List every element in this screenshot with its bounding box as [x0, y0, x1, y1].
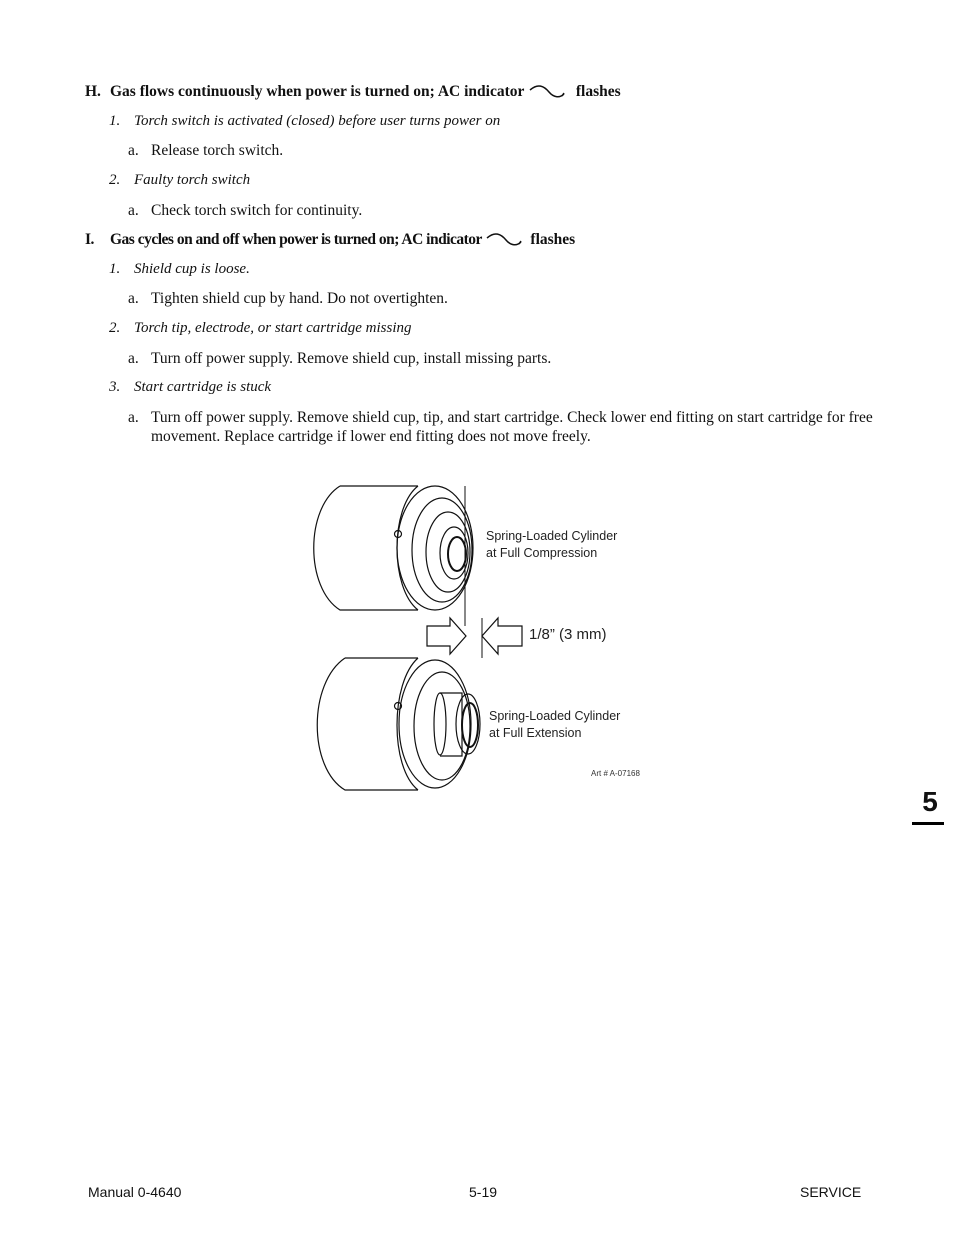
- cartridge-diagram: [300, 478, 660, 798]
- footer-section: SERVICE: [800, 1184, 862, 1200]
- dimension-label: 1/8” (3 mm): [529, 626, 607, 643]
- section-h-suffix: flashes: [575, 83, 621, 100]
- section-h-title: Gas flows continuously when power is turned on; AC indicator: [110, 83, 525, 100]
- section-tab-rule: [912, 822, 944, 825]
- section-h-letter: H.: [85, 83, 101, 100]
- section-i-cause-1: 1. Shield cup is loose.: [109, 261, 250, 277]
- label-extension-1: Spring-Loaded Cylinder: [489, 709, 621, 723]
- ac-wave-icon: [528, 84, 566, 100]
- section-i-cause-3: 3. Start cartridge is stuck: [109, 379, 272, 395]
- section-h-action-1a: a. Release torch switch.: [128, 142, 284, 159]
- footer-page-number: 5-19: [469, 1184, 498, 1200]
- section-i-heading: [85, 230, 705, 250]
- label-compression-1: Spring-Loaded Cylinder: [486, 529, 618, 543]
- footer-manual: Manual 0-4640: [88, 1184, 182, 1200]
- section-i-action-2a: a. Turn off power supply. Remove shield cup, install missing parts.: [128, 350, 552, 367]
- section-tab-number: 5: [922, 786, 938, 817]
- art-number: Art # A-07168: [591, 769, 640, 778]
- section-h-heading: [85, 82, 705, 102]
- section-i-action-1a: a. Tighten shield cup by hand. Do not overtighten.: [128, 290, 448, 307]
- label-extension-2: at Full Extension: [489, 726, 582, 740]
- section-i-suffix: flashes: [530, 231, 576, 248]
- section-i-title: Gas cycles on and off when power is turned on; AC indicator: [110, 231, 482, 248]
- section-h-cause-1: 1. Torch switch is activated (closed) before user turns power on: [109, 113, 501, 129]
- ac-wave-icon: [485, 232, 523, 248]
- label-compression-2: at Full Compression: [486, 546, 598, 560]
- section-h-action-2a: a. Check torch switch for continuity.: [128, 202, 363, 219]
- section-i-letter: I.: [85, 231, 94, 248]
- section-h-cause-2: 2. Faulty torch switch: [109, 172, 251, 188]
- section-i-cause-2: 2. Torch tip, electrode, or start cartridge missing: [109, 320, 412, 336]
